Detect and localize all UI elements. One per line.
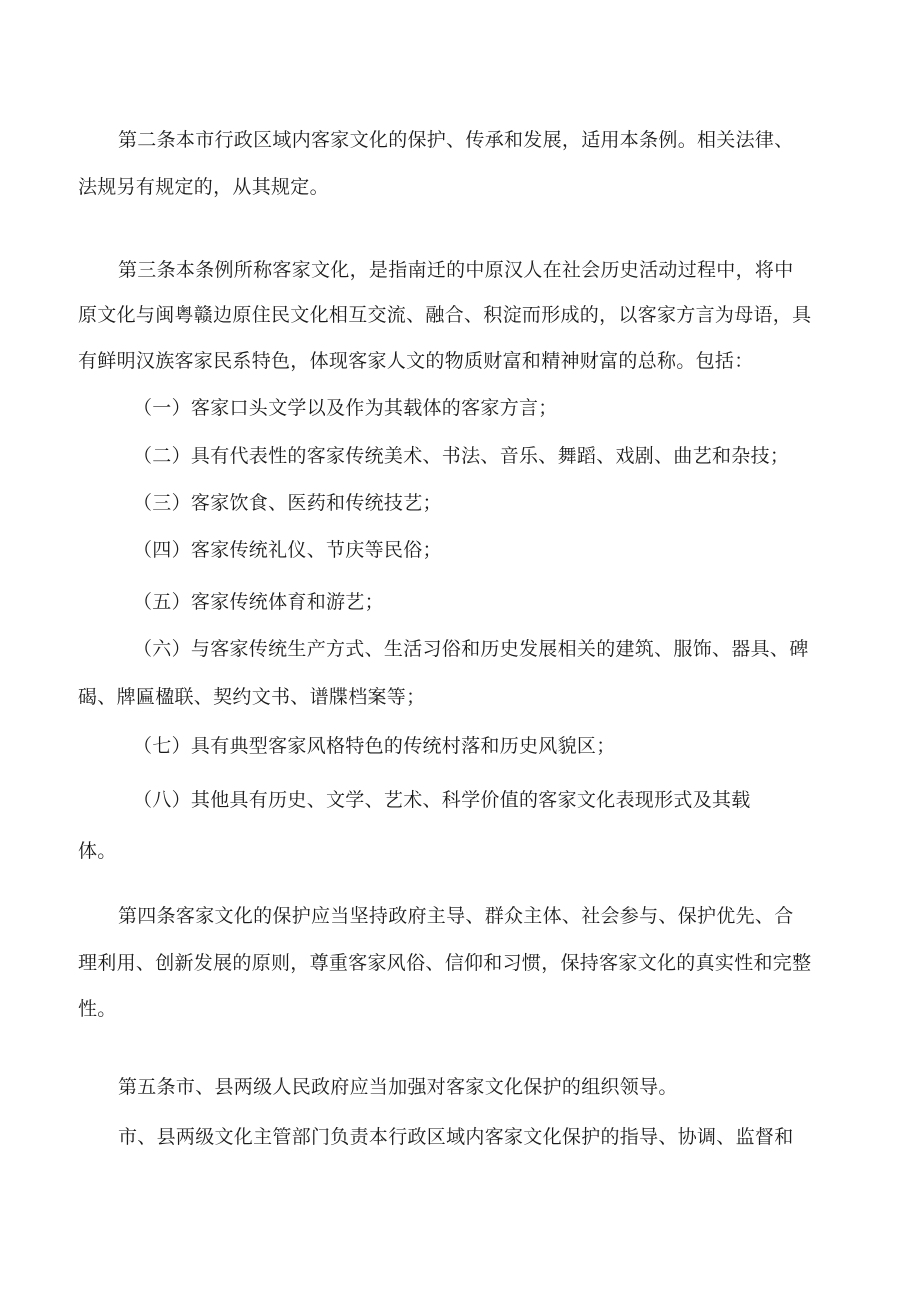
- article-5-line-2: 市、县两级文化主管部门负责本行政区域内客家文化保护的指导、协调、监督和: [118, 1126, 794, 1148]
- list-item-8-line-2: 体。: [78, 840, 117, 862]
- article-2-line-1: 第二条本市行政区域内客家文化的保护、传承和发展，适用本条例。相关法律、: [118, 129, 794, 151]
- article-4-line-2: 理利用、创新发展的原则，尊重客家风俗、信仰和习惯，保持客家文化的真实性和完整: [78, 952, 812, 974]
- article-5-line-1: 第五条市、县两级人民政府应当加强对客家文化保护的组织领导。: [118, 1076, 678, 1098]
- article-3-line-1: 第三条本条例所称客家文化，是指南迁的中原汉人在社会历史活动过程中，将中: [118, 259, 794, 281]
- list-item-6-line-2: 碣、牌匾楹联、契约文书、谱牒档案等；: [78, 686, 426, 708]
- article-3-line-2: 原文化与闽粤赣边原住民文化相互交流、融合、积淀而形成的，以客家方言为母语，具: [78, 304, 812, 326]
- article-4-line-1: 第四条客家文化的保护应当坚持政府主导、群众主体、社会参与、保护优先、合: [118, 905, 794, 927]
- list-item-5: （五）客家传统体育和游艺；: [133, 591, 384, 613]
- article-2-line-2: 法规另有规定的，从其规定。: [78, 176, 329, 198]
- article-4-line-3: 性。: [78, 998, 117, 1020]
- list-item-8-line-1: （八）其他具有历史、文学、艺术、科学价值的客家文化表现形式及其载: [133, 789, 751, 811]
- list-item-3: （三）客家饮食、医药和传统技艺；: [133, 492, 442, 514]
- list-item-7: （七）具有典型客家风格特色的传统村落和历史风貌区；: [133, 735, 616, 757]
- list-item-1: （一）客家口头文学以及作为其载体的客家方言；: [133, 397, 558, 419]
- list-item-4: （四）客家传统礼仪、节庆等民俗；: [133, 539, 442, 561]
- list-item-2: （二）具有代表性的客家传统美术、书法、音乐、舞蹈、戏剧、曲艺和杂技；: [133, 445, 790, 467]
- article-3-line-3: 有鲜明汉族客家民系特色，体现客家人文的物质财富和精神财富的总称。包括：: [78, 350, 754, 372]
- list-item-6-line-1: （六）与客家传统生产方式、生活习俗和历史发展相关的建筑、服饰、器具、碑: [133, 638, 809, 660]
